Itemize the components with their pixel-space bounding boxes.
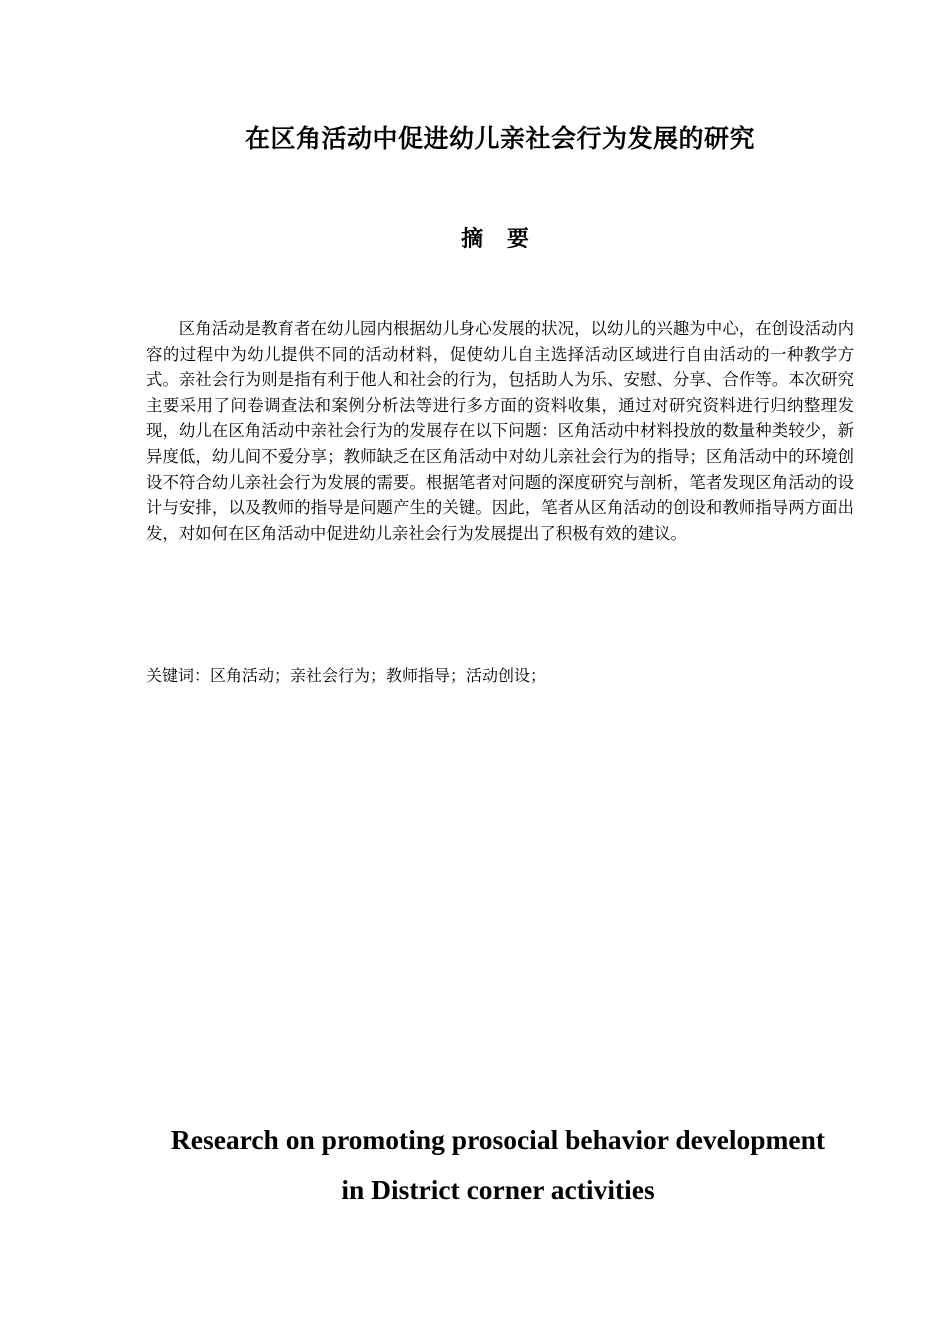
abstract-body: 区角活动是教育者在幼儿园内根据幼儿身心发展的状况，以幼儿的兴趣为中心，在创设活动内容的过程中为幼儿提供不同的活动材料，促使幼儿自主选择活动区域进行自由活动的一种教学方式。亲社会行为则是指有利于他人和社会的行为，包括助人为乐、安慰、分享、合作等。本次研究主要采用了问卷调查法和案例分析法等进行多方面的资料收集，通过对研究资料进行归纳整理发现，幼儿在区角活动中亲社会行为的发展存在以下问题：区角活动中材料投放的数量种类较少，新异度低，幼儿间不爱分享；教师缺乏在区角活动中对幼儿亲社会行为的指导；区角活动中的环境创设不符合幼儿亲社会行为发展的需要。根据笔者对问题的深度研究与剖析，笔者发现区角活动的设计与安排，以及教师的指导是问题产生的关键。因此，笔者从区角活动的创设和教师指导两方面出发，对如何在区角活动中促进幼儿亲社会行为发展提出了积极有效的建议。 [146,319,854,543]
chinese-title: 在区角活动中促进幼儿亲社会行为发展的研究 [244,124,755,153]
english-title-line-2: in District corner activities [341,1174,655,1205]
keywords-label: 关键词： [146,666,211,685]
english-title [120,1115,876,1215]
english-title-line-1: Research on promoting prosocial behavior development [170,1124,826,1155]
abstract-heading: 摘 要 [461,227,537,252]
keywords-text: 区角活动；亲社会行为；教师指导；活动创设； [210,666,547,685]
keywords-line [146,664,854,688]
